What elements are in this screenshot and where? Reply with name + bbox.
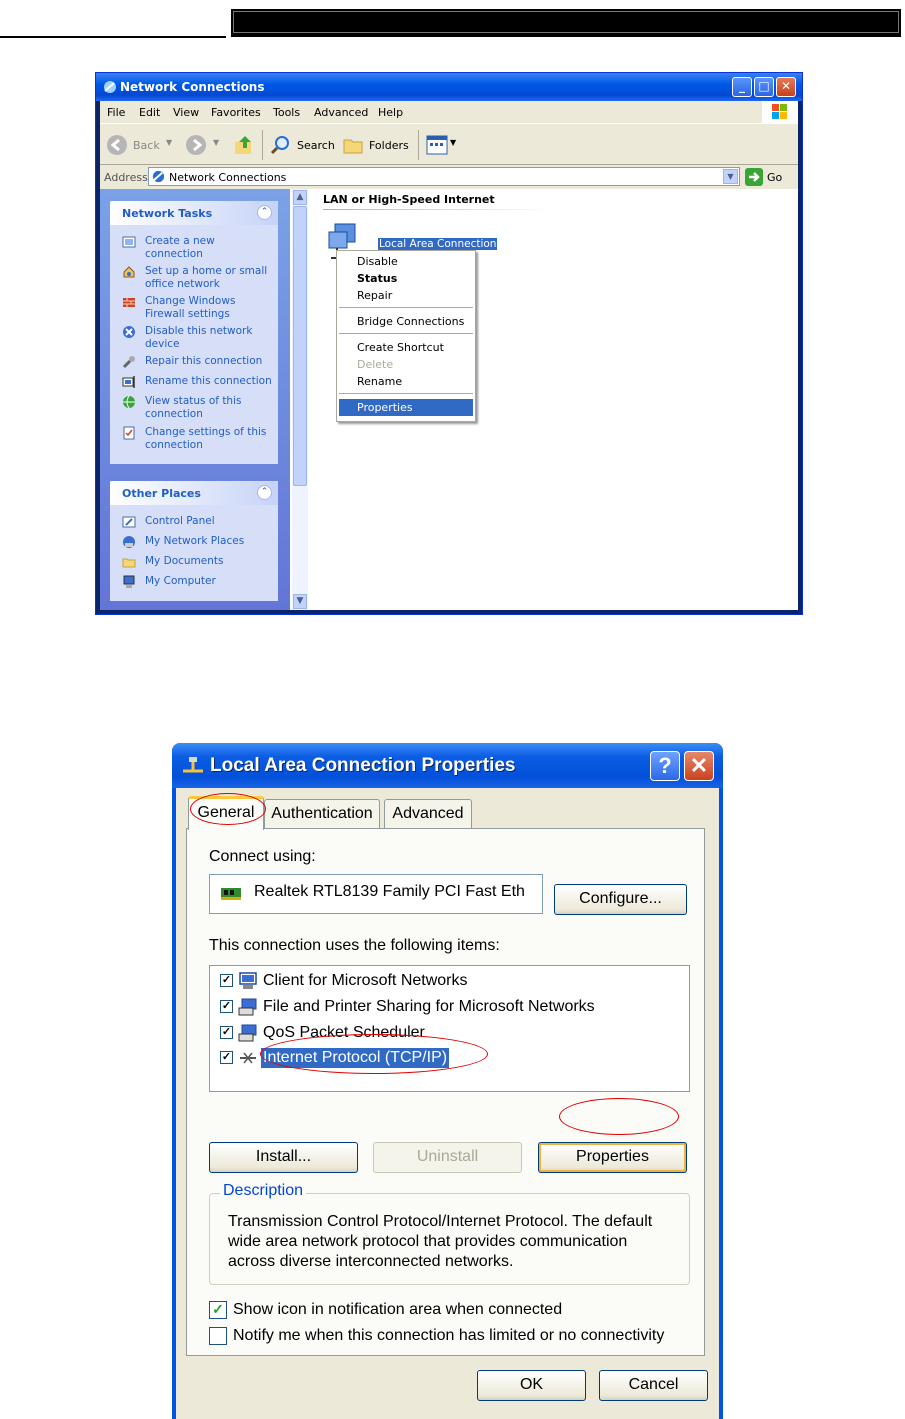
header-bar xyxy=(231,9,901,37)
dialog-close-button[interactable]: ✕ xyxy=(684,751,714,781)
menu-help[interactable]: Help xyxy=(378,106,404,119)
folders-button[interactable]: Folders xyxy=(369,139,409,152)
network-tasks-header[interactable] xyxy=(110,201,278,225)
tab-advanced[interactable]: Advanced xyxy=(384,799,472,829)
computer-icon xyxy=(122,575,136,589)
menu-status[interactable]: Status xyxy=(357,272,398,285)
title-bar xyxy=(96,73,802,101)
menu-bar xyxy=(100,101,798,123)
properties-button[interactable]: Properties xyxy=(538,1142,687,1173)
network-plug-icon xyxy=(181,755,205,777)
settings-checklist-icon xyxy=(122,426,136,440)
new-connection-icon xyxy=(122,235,136,249)
dialog-body xyxy=(176,788,719,1419)
maximize-button[interactable]: □ xyxy=(754,77,774,97)
search-icon[interactable] xyxy=(270,134,292,156)
close-button[interactable]: ✕ xyxy=(776,77,796,97)
back-dropdown-icon[interactable]: ▼ xyxy=(166,138,173,147)
task-pane xyxy=(100,189,290,610)
connect-using-label: Connect using: xyxy=(209,848,316,865)
tcpip-protocol-icon xyxy=(238,1049,258,1067)
forward-arrow-icon[interactable] xyxy=(185,134,207,156)
header-rule xyxy=(0,36,226,38)
go-button[interactable]: Go xyxy=(767,171,783,184)
menu-delete: Delete xyxy=(357,358,394,371)
address-field[interactable] xyxy=(148,167,740,186)
tab-general[interactable]: General xyxy=(188,796,264,830)
group-title: LAN or High-Speed Internet xyxy=(323,193,495,206)
description-group xyxy=(209,1182,690,1285)
dialog-title-bar xyxy=(172,743,723,788)
folders-icon[interactable] xyxy=(342,134,366,156)
network-tasks-title: Network Tasks xyxy=(122,207,213,220)
menu-properties[interactable]: Properties xyxy=(339,399,473,416)
rename-icon xyxy=(122,375,136,389)
client-network-icon xyxy=(238,972,258,990)
menu-favorites[interactable]: Favorites xyxy=(211,106,261,119)
address-dropdown-icon[interactable]: ▼ xyxy=(723,169,738,184)
dialog-title: Local Area Connection Properties xyxy=(210,755,516,776)
search-button[interactable]: Search xyxy=(297,139,335,152)
go-arrow-icon[interactable] xyxy=(745,168,763,186)
other-places-title: Other Places xyxy=(122,487,201,500)
address-value: Network Connections xyxy=(169,171,287,184)
item-checkbox[interactable]: ✓ xyxy=(221,1000,232,1012)
menu-tools[interactable]: Tools xyxy=(273,106,301,119)
task-pane-scrollbar[interactable] xyxy=(292,189,308,610)
context-menu xyxy=(336,250,476,422)
address-bar xyxy=(100,165,798,189)
install-button[interactable]: Install... xyxy=(209,1142,358,1173)
menu-edit[interactable]: Edit xyxy=(139,106,161,119)
firewall-icon xyxy=(122,295,136,309)
up-folder-icon[interactable] xyxy=(233,134,255,156)
description-legend: Description xyxy=(220,1182,306,1200)
menu-create-shortcut[interactable]: Create Shortcut xyxy=(357,341,444,354)
menu-bridge-connections[interactable]: Bridge Connections xyxy=(357,315,465,328)
views-icon[interactable] xyxy=(426,135,448,155)
lan-connection-label[interactable]: Local Area Connection xyxy=(379,238,497,250)
menu-repair[interactable]: Repair xyxy=(357,289,393,302)
help-button[interactable]: ? xyxy=(650,751,680,781)
checkbox-checked-icon[interactable]: ✓ xyxy=(209,1301,227,1319)
menu-file[interactable]: File xyxy=(107,106,126,119)
back-arrow-icon[interactable] xyxy=(106,134,128,156)
item-checkbox[interactable]: ✓ xyxy=(221,1051,232,1063)
minimize-button[interactable]: _ xyxy=(732,77,752,97)
collapse-chevron-icon[interactable]: ⌃ xyxy=(257,485,272,500)
toolbar-separator xyxy=(262,130,263,160)
menu-separator xyxy=(339,393,473,394)
network-connections-icon xyxy=(102,79,118,95)
views-dropdown-icon[interactable]: ▼ xyxy=(450,138,457,147)
network-connections-icon xyxy=(151,169,166,184)
items-list: ✓ Client for Microsoft Networks ✓ File and Printer Sharing for Microsoft Networks ✓ QoS Packet Scheduler ✓ Internet Protocol (TCP/IP) xyxy=(209,965,690,1092)
checkbox-unchecked-icon[interactable] xyxy=(209,1327,227,1345)
network-adapter-icon xyxy=(220,885,242,901)
description-text: Transmission Control Protocol/Internet Protocol. The default wide area network protocol that provides communication across diverse interconnected networks. xyxy=(228,1213,653,1270)
collapse-chevron-icon[interactable]: ⌃ xyxy=(257,205,272,220)
properties-dialog xyxy=(172,743,723,1419)
menu-view[interactable]: View xyxy=(173,106,200,119)
configure-button[interactable]: Configure... xyxy=(554,884,687,915)
menu-rename[interactable]: Rename xyxy=(357,375,403,388)
address-label: Address xyxy=(104,171,148,184)
scroll-down-icon[interactable]: ▼ xyxy=(293,594,307,609)
tab-authentication[interactable]: Authentication xyxy=(264,799,380,829)
adapter-field xyxy=(209,874,543,914)
disable-network-icon xyxy=(122,325,136,339)
status-globe-icon xyxy=(122,395,136,409)
items-label: This connection uses the following items: xyxy=(209,937,500,954)
scroll-up-icon[interactable]: ▲ xyxy=(293,190,307,205)
toolbar-separator xyxy=(418,130,419,160)
documents-folder-icon xyxy=(122,555,136,569)
window-title: Network Connections xyxy=(120,80,265,94)
menu-separator xyxy=(339,333,473,334)
cancel-button[interactable]: Cancel xyxy=(599,1370,708,1401)
windows-logo-icon xyxy=(762,101,798,123)
qos-scheduler-icon xyxy=(238,1024,258,1042)
repair-wrench-icon xyxy=(122,355,136,369)
adapter-name: Realtek RTL8139 Family PCI Fast Eth xyxy=(254,883,525,900)
uninstall-button: Uninstall xyxy=(373,1142,522,1173)
other-places-header[interactable] xyxy=(110,481,278,505)
item-checkbox[interactable]: ✓ xyxy=(221,974,232,986)
back-label[interactable]: Back xyxy=(133,139,160,152)
other-places-panel: Other Places ⌃ Control Panel My Network Places My Documents My Computer xyxy=(110,481,278,601)
file-printer-sharing-icon xyxy=(238,998,258,1016)
scrollbar-thumb[interactable] xyxy=(293,206,307,486)
toolbar xyxy=(100,123,798,165)
home-network-icon xyxy=(122,265,136,279)
forward-dropdown-icon[interactable]: ▼ xyxy=(213,138,220,147)
ok-button[interactable]: OK xyxy=(477,1370,586,1401)
general-tab-panel: Connect using: Realtek RTL8139 Family PCI Fast Eth Configure... This connection uses the following items: ✓ Client for Microsoft Networks ✓ File and Printer Sharing for Microsoft Networks ✓ QoS Packet Scheduler ✓ Internet Protocol (TCP/IP) Install... Uninstall Properties Description Transmission Control Protocol/Internet Protocol. The default wide area network protocol that provides communication across diverse interconnected networks. ✓ Show icon in notification area when connected Notify me when this connection has limited or no connectivity xyxy=(186,828,705,1356)
menu-separator xyxy=(339,307,473,308)
item-checkbox[interactable]: ✓ xyxy=(221,1026,232,1038)
menu-disable[interactable]: Disable xyxy=(357,255,398,268)
group-divider xyxy=(323,209,553,210)
network-places-icon xyxy=(122,535,136,549)
menu-advanced[interactable]: Advanced xyxy=(314,106,369,119)
control-panel-icon xyxy=(122,515,136,529)
network-tasks-panel: Network Tasks ⌃ Create a new connection Set up a home or small office network Change Windows Firewall settings Disable this network device Repair this connection Rename this connection View status of this connection Change settings of this connection xyxy=(110,201,278,464)
